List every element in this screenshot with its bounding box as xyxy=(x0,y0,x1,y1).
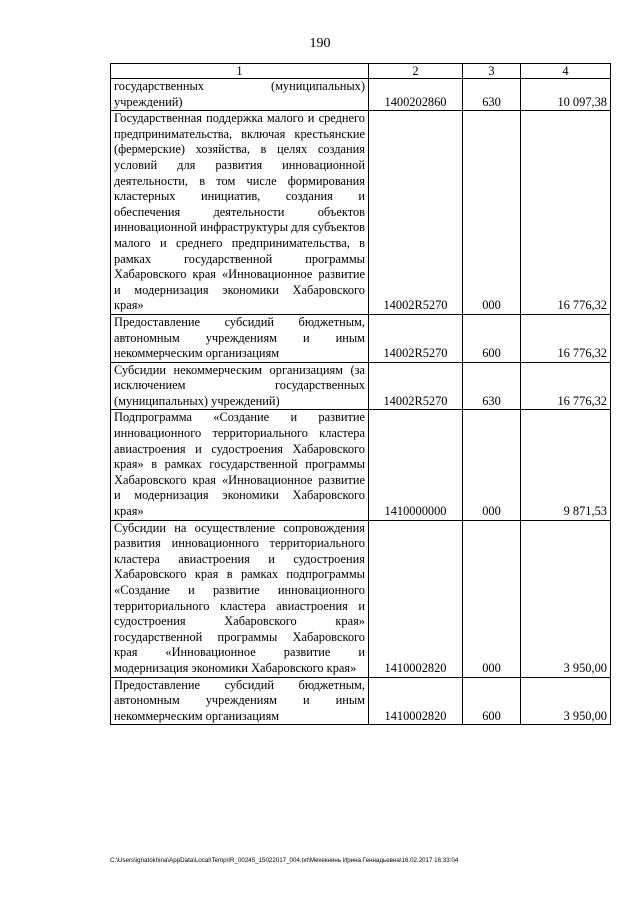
row-sum: 10 097,38 xyxy=(521,79,611,111)
row-vr: 000 xyxy=(463,111,521,315)
row-vr: 630 xyxy=(463,362,521,410)
row-name: Государственная поддержка малого и среднего предпринимательства, включая крестьянские (фермерские) хозяйства, в целях создания условий для развития инновационной деятельности, в том числе формирования кластерных инициатив, создания и обеспечения деятельности объектов инновационной инфраструктуры для субъектов малого и среднего предпринимательства, в рамках государственной программы Хабаровского края «Инновационное развитие и модернизация экономики Хабаровского края» xyxy=(111,111,369,315)
row-vr: 000 xyxy=(463,410,521,520)
row-sum: 3 950,00 xyxy=(521,677,611,725)
row-name: Подпрограмма «Создание и развитие инновационного территориального кластера авиастроения и судостроения Хабаровского края» в рамках государственной программы Хабаровского края «Инновационное развитие и модернизация экономики Хабаровского края» xyxy=(111,410,369,520)
table-row xyxy=(111,410,611,520)
row-sum: 16 776,32 xyxy=(521,111,611,315)
column-header-1: 1 xyxy=(111,64,369,79)
file-path-footer: C:\Users\ignatokhina\AppData\Local\Temp\IR_00245_15022017_004.txt\Мехекнинь Ирина Геннадьевна\16.02.2017 16:33:04 xyxy=(110,857,459,864)
row-code: 14002R5270 xyxy=(369,362,463,410)
row-sum: 9 871,53 xyxy=(521,410,611,520)
table-row xyxy=(111,520,611,677)
row-code: 1410002820 xyxy=(369,520,463,677)
row-vr: 000 xyxy=(463,520,521,677)
column-header-2: 2 xyxy=(369,64,463,79)
table-row xyxy=(111,111,611,315)
row-code: 1400202860 xyxy=(369,79,463,111)
row-sum: 3 950,00 xyxy=(521,520,611,677)
row-code: 1410002820 xyxy=(369,677,463,725)
row-vr: 600 xyxy=(463,677,521,725)
row-name: Предоставление субсидий бюджетным, автономным учреждениям и иным некоммерческим организациям xyxy=(111,677,369,725)
row-name: Субсидии некоммерческим организациям (за исключением государственных (муниципальных) учреждений) xyxy=(111,362,369,410)
table-header-row xyxy=(111,64,611,79)
column-header-4: 4 xyxy=(521,64,611,79)
column-header-3: 3 xyxy=(463,64,521,79)
row-name: Предоставление субсидий бюджетным, автономным учреждениям и иным некоммерческим организациям xyxy=(111,314,369,362)
row-vr: 600 xyxy=(463,314,521,362)
row-code: 14002R5270 xyxy=(369,111,463,315)
row-code: 14002R5270 xyxy=(369,314,463,362)
page-number: 190 xyxy=(309,36,331,51)
table-row xyxy=(111,677,611,725)
row-sum: 16 776,32 xyxy=(521,362,611,410)
row-sum: 16 776,32 xyxy=(521,314,611,362)
row-name: Субсидии на осуществление сопровождения развития инновационного территориального кластера авиастроения и судостроения Хабаровского края в рамках подпрограммы «Создание и развитие инновационного территориального кластера авиастроения и судостроения Хабаровского края» государственной программы Хабаровского края «Инновационное развитие и модернизация экономики Хабаровского края» xyxy=(111,520,369,677)
row-code: 1410000000 xyxy=(369,410,463,520)
budget-table xyxy=(110,63,611,725)
table-row xyxy=(111,79,611,111)
table-row xyxy=(111,362,611,410)
row-name: государственных (муниципальных) учреждений) xyxy=(111,79,369,111)
row-vr: 630 xyxy=(463,79,521,111)
table-row xyxy=(111,314,611,362)
